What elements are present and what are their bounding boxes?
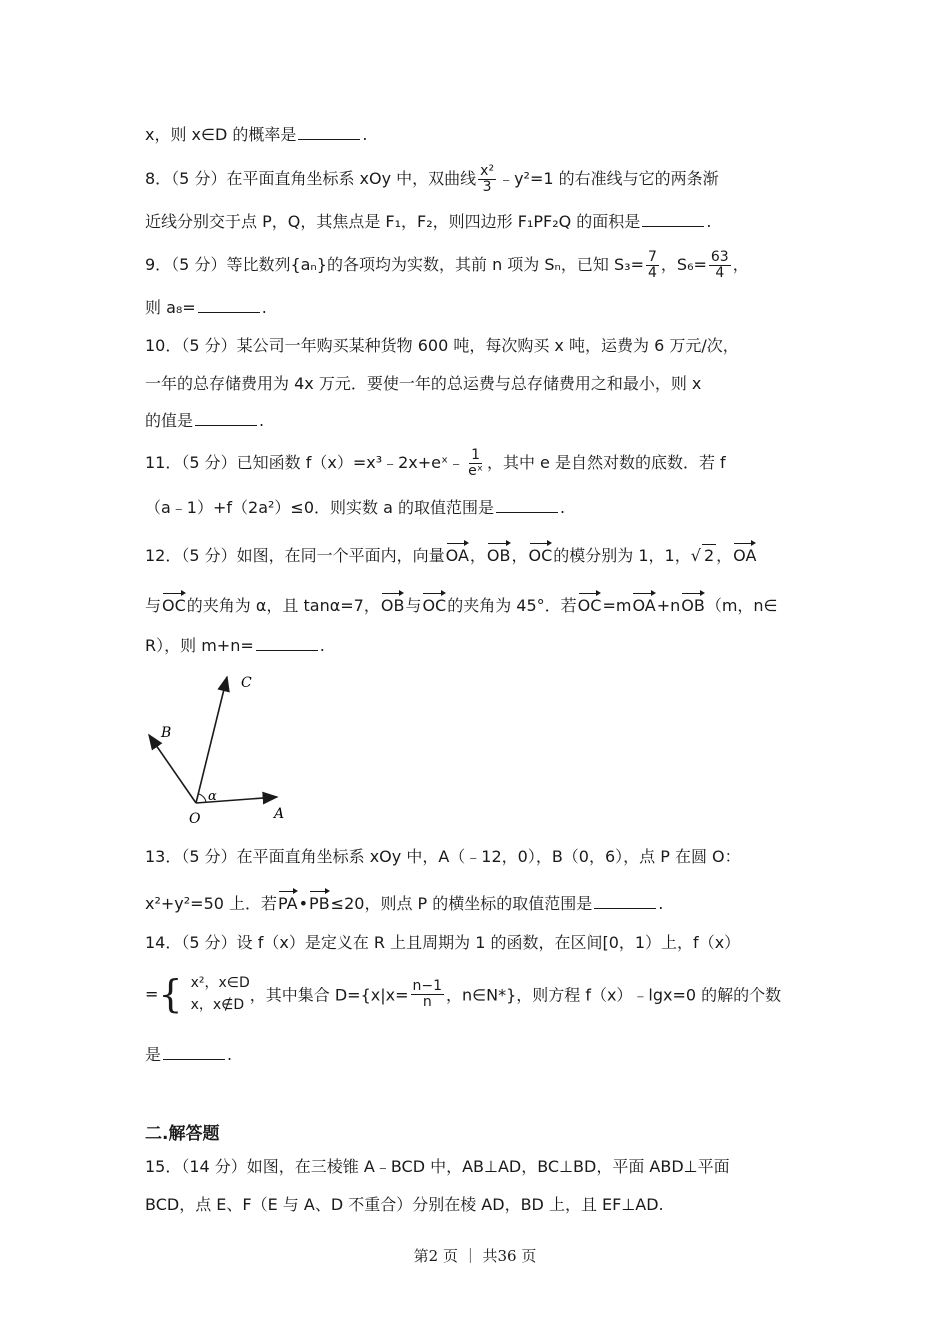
q12-line3: R），则 m+n= . — [145, 636, 325, 655]
q12-line1: 12．（5 分）如图，在同一个平面内，向量OA，OB，OC的模分别为 1，1，√ 2 ，OA — [145, 540, 810, 567]
vector-oc-arrow — [196, 677, 227, 803]
q14-line2: ={ x²，x∈D x，x∉D ，其中集合 D={x|x= $\frac{n-1}{n}$ ，n∈N*}，则方程 f（x）﹣lgx=0 的解的个数 — [145, 968, 810, 1020]
answer-blank — [163, 1044, 225, 1060]
label-a: A — [274, 806, 285, 822]
q10-line3: 的值是 . — [145, 411, 265, 430]
vector-figure — [140, 670, 300, 830]
vector-ob-arrow — [149, 735, 196, 803]
q7-tail: x，则 x∈D 的概率是 . — [145, 125, 368, 144]
q15-line1: 15．（14 分）如图，在三棱锥 A﹣BCD 中，AB⊥AD，BC⊥BD，平面 ABD⊥平面 — [145, 1157, 730, 1176]
page-footer: 第2 页 ｜ 共36 页 — [413, 1247, 537, 1265]
answer-blank — [594, 893, 656, 909]
answer-blank — [256, 635, 318, 651]
label-o: O — [189, 811, 201, 827]
answer-blank — [298, 124, 360, 140]
vector-pb: PB — [309, 888, 330, 915]
s6-fraction: $\frac{63}{4}$ — [710, 249, 729, 281]
vector-oc: OC — [529, 540, 553, 567]
vector-oc: OC — [578, 590, 602, 617]
q12-line2: 与OC的夹角为 α，且 tanα=7，OB与OC的夹角为 45°．若OC=mOA+nOB（m，n∈ — [145, 590, 810, 617]
sqrt-sign: √ — [690, 546, 701, 565]
vector-pa: PA — [278, 888, 298, 915]
angle-arc — [199, 794, 206, 802]
q11-line1: 11．（5 分）已知函数 f（x）=x³﹣2x+eˣ﹣ $\frac{1}{\text{eˣ}}$ ，其中 e 是自然对数的底数．若 f — [145, 447, 726, 479]
s3-fraction: $\frac{7}{4}$ — [647, 249, 657, 281]
label-alpha: α — [208, 789, 217, 804]
q14-line1: 14．（5 分）设 f（x）是定义在 R 上且周期为 1 的函数，在区间[0，1）上，f（x） — [145, 933, 741, 952]
q8-line2: 近线分别交于点 P，Q，其焦点是 F₁，F₂，则四边形 F₁PF₂Q 的面积是 . — [145, 212, 712, 231]
vector-oc: OC — [422, 590, 446, 617]
q15-line2: BCD，点 E、F（E 与 A、D 不重合）分别在棱 AD，BD 上，且 EF⊥AD. — [145, 1195, 664, 1214]
q13-line2: x²+y²=50 上．若PA•PB≤20，则点 P 的横坐标的取值范围是 . — [145, 888, 810, 915]
vector-ob: OB — [487, 540, 511, 567]
q14-line3: 是 . — [145, 1045, 233, 1064]
q8-line1: 8．（5 分）在平面直角坐标系 xOy 中，双曲线 $\frac{\text{x²}}{3}$ ﹣y²=1 的右准线与它的两条渐 — [145, 163, 719, 195]
section-heading: 二.解答题 — [145, 1124, 220, 1144]
answer-blank — [198, 297, 260, 313]
hyperbola-fraction: $\frac{\text{x²}}{3}$ — [480, 163, 495, 195]
vector-ob: OB — [381, 590, 405, 617]
label-c: C — [241, 675, 252, 691]
piecewise-brace: { — [158, 972, 183, 1016]
q9-line1: 9．（5 分）等比数列{aₙ}的各项均为实数，其前 n 项为 Sₙ，已知 S₃= $\frac{7}{4}$ ，S₆= $\frac{63}{4}$ ， — [145, 249, 749, 281]
piecewise-cases: x²，x∈D x，x∉D — [190, 975, 250, 1013]
vector-oc: OC — [162, 590, 186, 617]
answer-blank — [195, 410, 257, 426]
vector-ob: OB — [681, 590, 705, 617]
vector-oa: OA — [733, 540, 756, 567]
q10-line1: 10．（5 分）某公司一年购买某种货物 600 吨，每次购买 x 吨，运费为 6 万元/次， — [145, 336, 739, 355]
vector-oa: OA — [446, 540, 469, 567]
q11-line2: （a﹣1）+f（2a²）≤0．则实数 a 的取值范围是 . — [145, 498, 566, 517]
vector-oa: OA — [632, 590, 655, 617]
label-b: B — [161, 725, 172, 741]
q13-line1: 13．（5 分）在平面直角坐标系 xOy 中，A（﹣12，0），B（0，6），点 P 在圆 O： — [145, 847, 741, 866]
set-fraction: $\frac{n-1}{n}$ — [412, 977, 443, 1010]
answer-blank — [496, 497, 558, 513]
q9-line2: 则 a₈= . — [145, 298, 267, 317]
answer-blank — [642, 211, 704, 227]
q10-line2: 一年的总存储费用为 4x 万元．要使一年的总运费与总存储费用之和最小，则 x — [145, 374, 702, 393]
reciprocal-fraction: $\frac{1}{\text{eˣ}}$ — [468, 447, 483, 479]
